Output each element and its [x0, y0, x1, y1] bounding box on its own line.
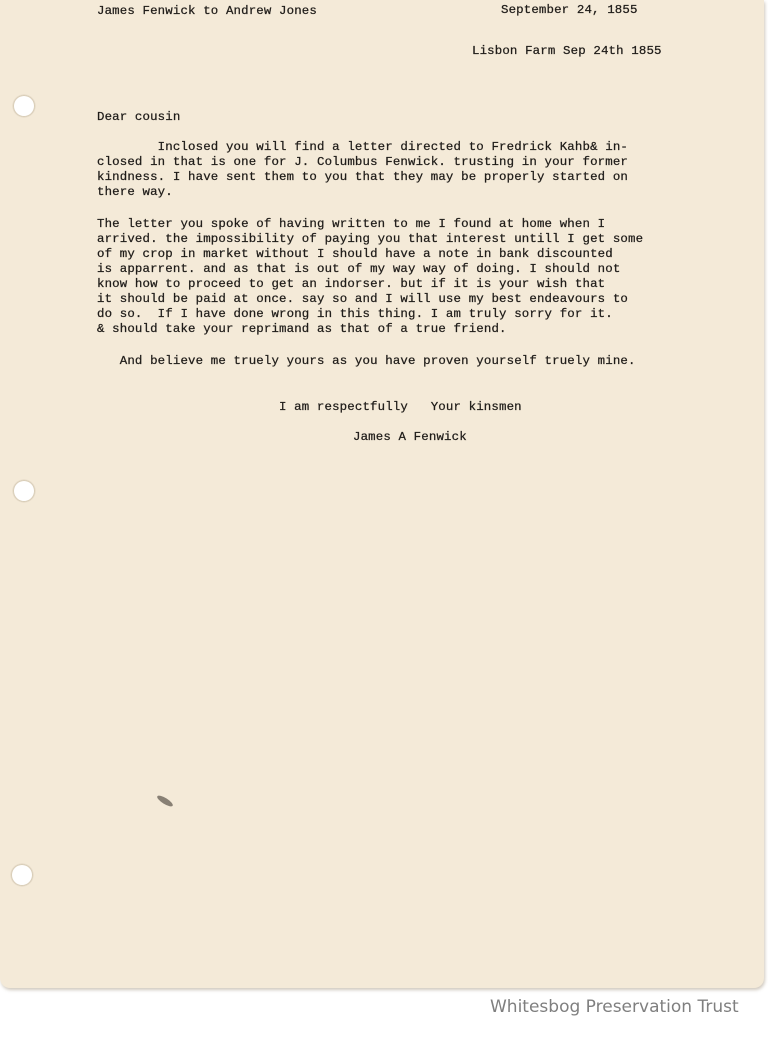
paragraph1-line: closed in that is one for J. Columbus Fenwick. trusting in your former [97, 155, 628, 169]
punch-hole-middle [13, 480, 35, 502]
header-correspondents: James Fenwick to Andrew Jones [97, 4, 317, 18]
paragraph2-line: is apparrent. and as that is out of my way way of doing. I should not [97, 262, 621, 276]
paragraph2-line: it should be paid at once. say so and I will use my best endeavours to [97, 292, 628, 306]
watermark-text: Whitesbog Preservation Trust [490, 997, 739, 1017]
letter-salutation: Dear cousin [97, 110, 181, 124]
paragraph1-line: there way. [97, 185, 173, 199]
paragraph1-line: Inclosed you will find a letter directed to Fredrick Kahb& in- [97, 140, 628, 154]
punch-hole-bottom [11, 864, 33, 886]
letter-closing: I am respectfully Your kinsmen [279, 400, 522, 414]
paragraph2-line: know how to proceed to get an indorser. but if it is your wish that [97, 277, 606, 291]
paragraph2-line: The letter you spoke of having written to me I found at home when I [97, 217, 606, 231]
paragraph2-line: of my crop in market without I should have a note in bank discounted [97, 247, 613, 261]
punch-hole-top [13, 95, 35, 117]
paragraph2-line: arrived. the impossibility of paying you that interest untill I get some [97, 232, 644, 246]
letter-signature: James A Fenwick [353, 430, 467, 444]
ink-speck [156, 794, 174, 809]
paragraph1-line: kindness. I have sent them to you that they may be properly started on [97, 170, 628, 184]
paragraph2-line: do so. If I have done wrong in this thing. I am truly sorry for it. [97, 307, 613, 321]
paragraph2-line: & should take your reprimand as that of a true friend. [97, 322, 507, 336]
header-date: September 24, 1855 [501, 3, 638, 17]
paragraph3-line: And believe me truely yours as you have proven yourself truely mine. [97, 354, 636, 368]
letter-place-date: Lisbon Farm Sep 24th 1855 [472, 44, 662, 58]
